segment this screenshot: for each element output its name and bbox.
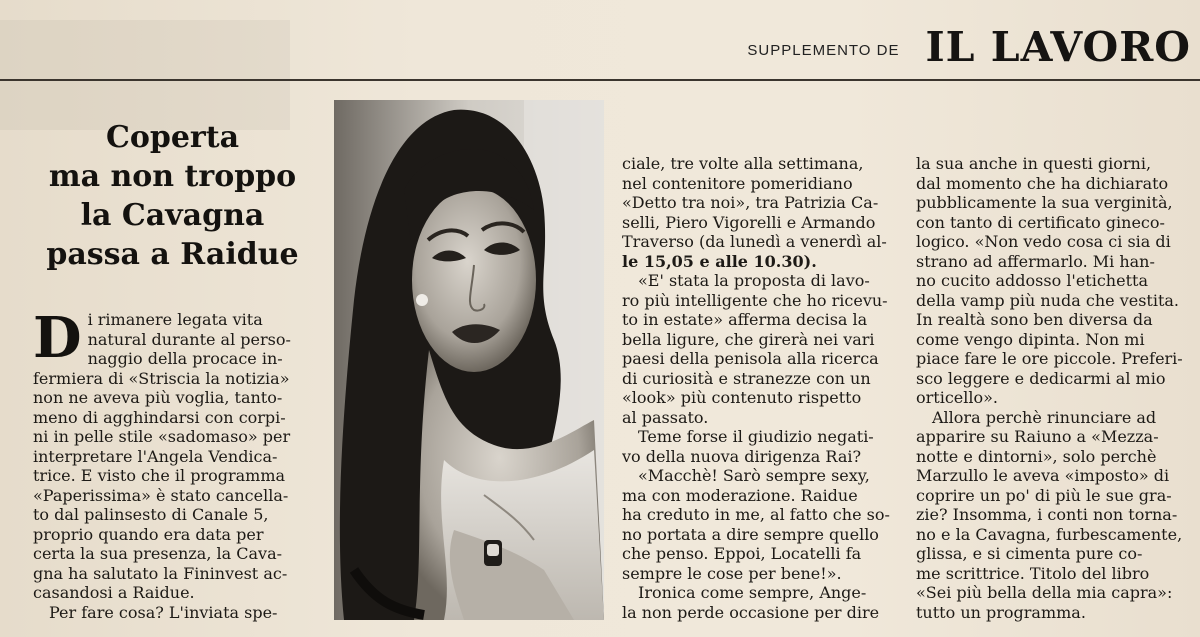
text-line: glissa, e si cimenta pure co-: [916, 544, 1143, 563]
text-line: apparire su Raiuno a «Mezza-: [916, 427, 1159, 446]
text-line: «Sei più bella della mia capra»:: [916, 583, 1173, 602]
article-headline: [30, 118, 315, 274]
text-line: selli, Piero Vigorelli e Armando: [622, 212, 876, 232]
text-line: no portata a dire sempre quello: [622, 524, 879, 544]
text-line: ha creduto in me, al fatto che so-: [622, 505, 890, 524]
text-line: interpretare l'Angela Vendica-: [33, 446, 278, 466]
text-line: «Paperissima» è stato cancella-: [33, 485, 289, 505]
text-line: come vengo dipinta. Non mi: [916, 329, 1145, 349]
drop-cap: D: [33, 305, 82, 371]
text-line: In realtà sono ben diversa da: [916, 310, 1153, 329]
article-column-1: [33, 305, 318, 622]
text-line: gna ha salutato la Fininvest ac-: [33, 563, 288, 583]
text-line: coprire un po' di più le sue gra-: [916, 485, 1172, 505]
text-line: sempre le cose per bene!».: [622, 563, 842, 583]
text-line: «E' stata la proposta di lavo-: [638, 271, 870, 290]
text-line: «Macchè! Sarò sempre sexy,: [638, 466, 870, 485]
text-line: fermiera di «Striscia la notizia»: [33, 368, 290, 388]
text-line: natural durante al perso-: [87, 329, 291, 349]
headline-line: passa a Raidue: [46, 237, 299, 272]
masthead: [706, 22, 1191, 72]
text-line: naggio della procace in-: [87, 349, 283, 368]
headline-line: ma non troppo: [48, 159, 297, 194]
bleed-through-left: [0, 20, 290, 130]
text-line: piace fare le ore piccole. Preferi-: [916, 349, 1183, 368]
headline-line: Coperta: [105, 120, 240, 155]
text-line: no e la Cavagna, furbescamente,: [916, 524, 1183, 544]
text-line: Per fare cosa? L'inviata spe-: [49, 602, 278, 622]
supplement-label: SUPPLEMENTO DE: [747, 41, 900, 59]
text-line: tutto un programma.: [916, 602, 1086, 622]
text-line: Marzullo le aveva «imposto» di: [916, 466, 1170, 485]
text-line: vo della nuova dirigenza Rai?: [622, 446, 862, 466]
text-line: con tanto di certificato gineco-: [916, 212, 1165, 232]
text-line: ciale, tre volte alla settimana,: [622, 154, 864, 173]
woman-portrait-photo: [334, 100, 604, 620]
text-line: «look» più contenuto rispetto: [622, 388, 862, 407]
text-line: della vamp più nuda che vestita.: [916, 290, 1180, 310]
text-line: Traverso (da lunedì a venerdì al-: [622, 232, 887, 251]
text-line: casandosi a Raidue.: [33, 583, 195, 602]
text-line: bella ligure, che girerà nei vari: [622, 329, 875, 349]
masthead-rule: [0, 79, 1200, 81]
text-line: ro più intelligente che ho ricevu-: [622, 290, 888, 310]
text-line: to in estate» afferma decisa la: [622, 310, 868, 329]
newspaper-brand: IL LAVORO: [925, 23, 1191, 71]
text-line: nel contenitore pomeridiano: [622, 173, 853, 193]
text-line: Ironica come sempre, Ange-: [638, 583, 867, 602]
text-line: proprio quando era data per: [33, 524, 264, 544]
text-line: le 15,05 e alle 10.30).: [622, 251, 817, 271]
text-line: to dal palinsesto di Canale 5,: [33, 505, 269, 524]
text-line: al passato.: [622, 407, 709, 427]
text-line: Teme forse il giudizio negati-: [638, 427, 874, 446]
text-line: me scrittrice. Titolo del libro: [916, 563, 1150, 583]
text-line: sco leggere e dedicarmi al mio: [916, 368, 1166, 388]
text-line: la non perde occasione per dire: [622, 602, 880, 622]
text-line: che penso. Eppoi, Locatelli fa: [622, 544, 862, 563]
text-line: paesi della penisola alla ricerca: [622, 349, 879, 368]
text-line: meno di agghindarsi con corpi-: [33, 407, 286, 427]
text-line: strano ad affermarlo. Mi han-: [916, 251, 1155, 271]
text-line: non ne aveva più voglia, tanto-: [33, 388, 283, 407]
text-line: dal momento che ha dichiarato: [916, 173, 1169, 193]
text-line: trice. E visto che il programma: [33, 466, 286, 485]
headline-line: la Cavagna: [80, 198, 265, 233]
text-line: notte e dintorni», solo perchè: [916, 446, 1157, 466]
text-line: ma con moderazione. Raidue: [622, 485, 858, 505]
text-line: la sua anche in questi giorni,: [916, 154, 1152, 173]
text-line: di curiosità e stranezze con un: [622, 368, 871, 388]
text-line: Allora perchè rinunciare ad: [932, 407, 1157, 427]
article-column-2: [622, 154, 902, 622]
portrait-image: [334, 100, 604, 620]
text-line: no cucito addosso l'etichetta: [916, 271, 1148, 290]
text-line: logico. «Non vedo cosa ci sia di: [916, 232, 1171, 251]
text-line: «Detto tra noi», tra Patrizia Ca-: [622, 193, 879, 212]
text-line: pubblicamente la sua verginità,: [916, 193, 1173, 212]
article-column-3: [916, 154, 1194, 622]
text-line: certa la sua presenza, la Cava-: [33, 544, 283, 563]
text-line: ni in pelle stile «sadomaso» per: [33, 427, 291, 446]
text-line: zie? Insomma, i conti non torna-: [916, 505, 1178, 524]
text-line: i rimanere legata vita: [87, 310, 263, 329]
text-line: orticello».: [916, 388, 998, 407]
